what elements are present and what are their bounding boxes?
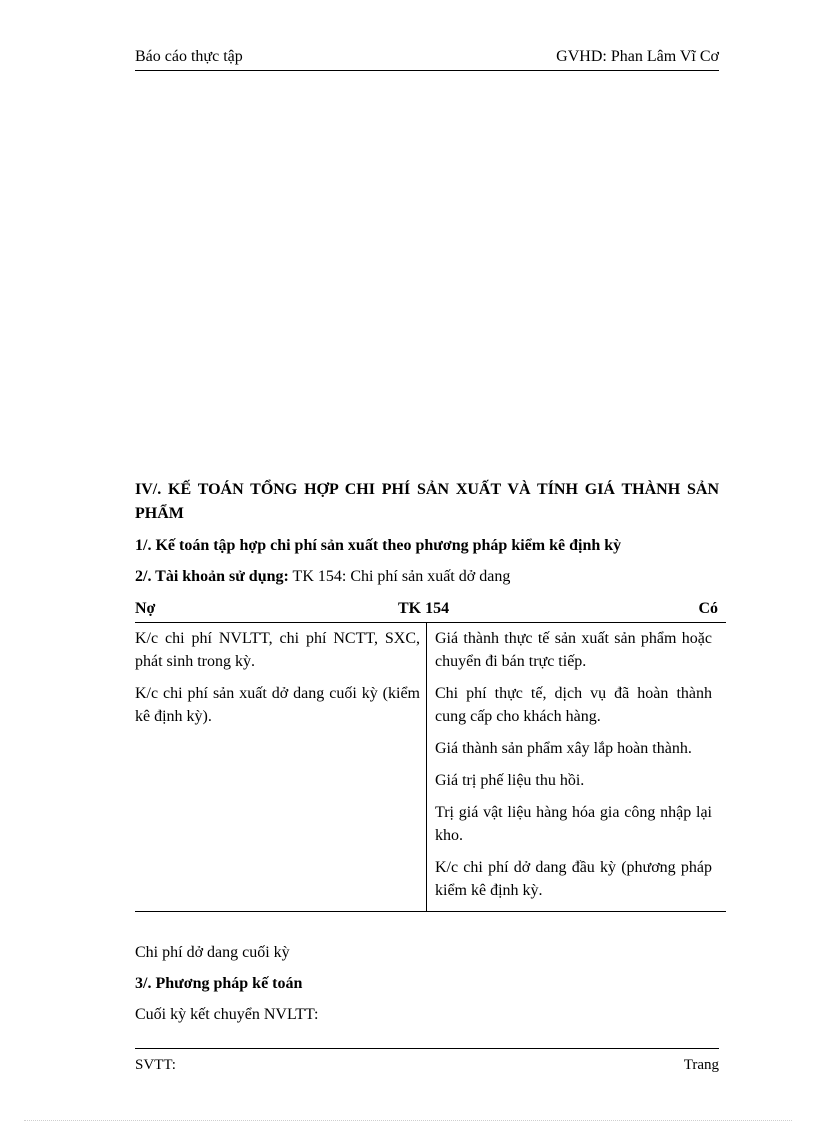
debit-column [135, 623, 427, 911]
header-report-title: Báo cáo thực tập [135, 48, 243, 65]
credit-label: Có [698, 600, 718, 617]
footer-student: SVTT: [135, 1057, 176, 1073]
subsection-3-title: 3/. Phương pháp kế toán [135, 975, 303, 992]
subsection-1-title: 1/. Kế toán tập hợp chi phí sản xuất theo phương pháp kiểm kê định kỳ [135, 537, 622, 554]
debit-item: K/c chi phí NVLTT, chi phí NCTT, SXC, phát sinh trong kỳ. [135, 630, 420, 670]
credit-item: Giá thành sản phẩm xây lắp hoàn thành. [435, 740, 692, 757]
section-title: IV/. KẾ TOÁN TỔNG HỢP CHI PHÍ SẢN XUẤT VÀ TÍNH GIÁ THÀNH SẢN PHẨM [135, 481, 719, 522]
t-account-body [135, 623, 726, 912]
page-bottom-dotted-line [24, 1120, 792, 1121]
subsection-1 [135, 535, 719, 557]
subsection-2-text: TK 154: Chi phí sản xuất dở dang [288, 568, 511, 585]
subsection-3 [135, 973, 719, 995]
footer-divider [135, 1048, 719, 1049]
credit-item: Giá trị phế liệu thu hồi. [435, 772, 585, 789]
body-line: Cuối kỳ kết chuyển NVLTT: [135, 1006, 319, 1023]
header-supervisor: GVHD: Phan Lâm Vĩ Cơ [556, 48, 719, 65]
page-header [135, 48, 719, 71]
credit-item: Giá thành thực tế sản xuất sản phẩm hoặc chuyển đi bán trực tiếp. [435, 630, 712, 670]
debit-label: Nợ [135, 600, 156, 617]
account-label: TK 154 [398, 600, 450, 617]
section-content [135, 478, 719, 588]
footer-page: Trang [683, 1057, 719, 1073]
subsection-2-label: 2/. Tài khoản sử dụng: [135, 568, 289, 585]
credit-column [427, 623, 726, 911]
credit-item: Trị giá vật liệu hàng hóa gia công nhập lại kho. [435, 804, 712, 844]
t-account-table [135, 596, 726, 912]
credit-item: Chi phí thực tế, dịch vụ đã hoàn thành cung cấp cho khách hàng. [435, 685, 712, 725]
subsection-2 [135, 566, 719, 588]
t-account-header [135, 596, 726, 623]
ending-balance-text: Chi phí dở dang cuối kỳ [135, 944, 290, 961]
credit-item: K/c chi phí dở dang đầu kỳ (phương pháp kiểm kê định kỳ. [435, 859, 712, 899]
after-table-content [135, 942, 719, 1035]
debit-item: K/c chi phí sản xuất dở dang cuối kỳ (kiểm kê định kỳ). [135, 685, 420, 725]
